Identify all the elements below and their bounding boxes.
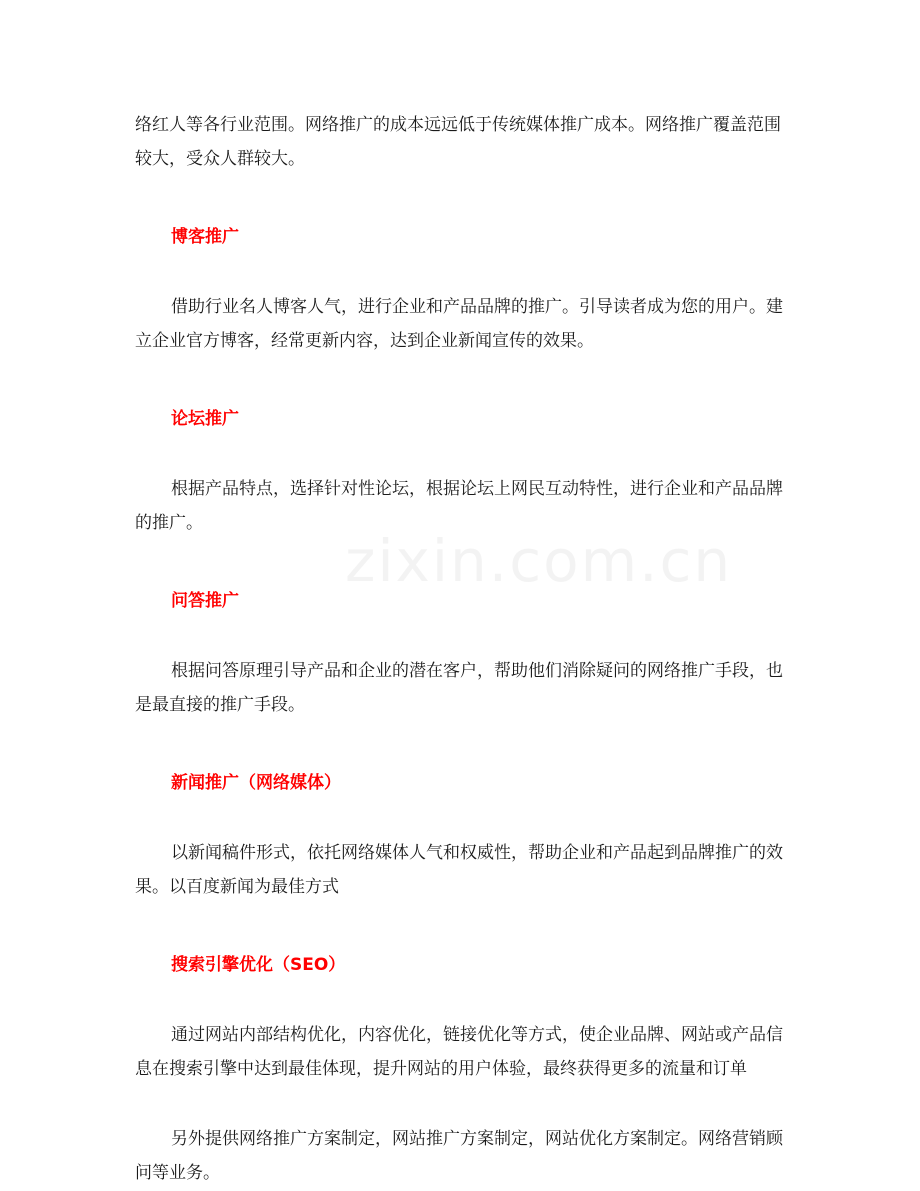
section-body-qa: 根据问答原理引导产品和企业的潜在客户，帮助他们消除疑问的网络推广手段，也是最直接的推广手段。	[135, 661, 783, 715]
intro-paragraph: 络红人等各行业范围。网络推广的成本远远低于传统媒体推广成本。网络推广覆盖范围较大，受众人群较大。	[135, 115, 781, 169]
section-heading-seo: 搜索引擎优化（SEO）	[171, 955, 346, 975]
section-body-news: 以新闻稿件形式，依托网络媒体人气和权威性，帮助企业和产品起到品牌推广的效果。以百度新闻为最佳方式	[135, 843, 783, 897]
section-heading-forum: 论坛推广	[171, 409, 239, 429]
section-heading-news: 新闻推广（网络媒体）	[171, 773, 341, 793]
watermark: zixin.com.cn	[345, 527, 733, 595]
section-body-forum: 根据产品特点，选择针对性论坛，根据论坛上网民互动特性，进行企业和产品品牌的推广。	[135, 479, 783, 533]
section-body-blog: 借助行业名人博客人气，进行企业和产品品牌的推广。引导读者成为您的用户。建立企业官方博客，经常更新内容，达到企业新闻宣传的效果。	[135, 297, 783, 351]
section-heading-qa: 问答推广	[171, 591, 239, 611]
section-body-seo: 通过网站内部结构优化，内容优化，链接优化等方式，使企业品牌、网站或产品信息在搜索引擎中达到最佳体现，提升网站的用户体验，最终获得更多的流量和订单	[135, 1025, 783, 1079]
section-heading-blog: 博客推广	[171, 227, 239, 247]
closing-paragraph: 另外提供网络推广方案制定，网站推广方案制定，网站优化方案制定。网络营销顾问等业务。	[135, 1129, 783, 1183]
document-page	[135, 108, 795, 1190]
